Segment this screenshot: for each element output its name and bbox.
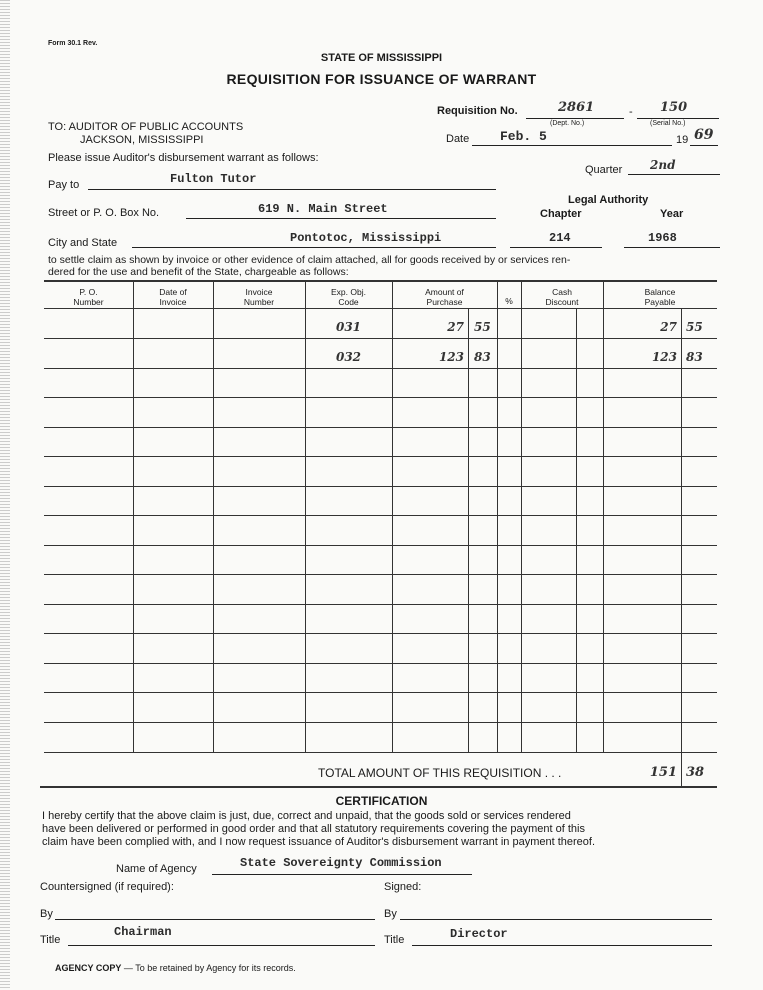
title-line-left <box>68 945 375 946</box>
total-cents: 38 <box>686 765 705 780</box>
legal-authority-title: Legal Authority <box>568 194 649 206</box>
issue-instruction: Please issue Auditor's disbursement warrant as follows: <box>48 152 319 164</box>
dept-no-value: 2861 <box>558 100 595 115</box>
row-amount-cents: 55 <box>474 320 491 334</box>
signed-label: Signed: <box>384 881 422 893</box>
col-divider <box>576 308 577 752</box>
quarter-line <box>628 174 720 175</box>
pay-to-label: Pay to <box>48 179 80 191</box>
year-label: Year <box>660 208 684 220</box>
serial-no-caption: (Serial No.) <box>650 120 686 127</box>
dept-no-line <box>526 118 624 119</box>
form-number: Form 30.1 Rev. <box>48 40 98 47</box>
requisition-label: Requisition No. <box>437 105 518 117</box>
row-line <box>44 397 717 398</box>
by-signature-line-left <box>55 919 375 920</box>
row-line <box>44 663 717 664</box>
dept-no-caption: (Dept. No.) <box>550 120 585 127</box>
city-line <box>132 247 496 248</box>
row-line <box>44 692 717 693</box>
col-divider <box>521 282 522 752</box>
agency-name-value: State Sovereignty Commission <box>240 856 442 870</box>
agency-copy-label: AGENCY COPY <box>55 963 122 973</box>
date-value: Feb. 5 <box>500 129 547 144</box>
total-underline <box>40 786 717 788</box>
row-line <box>44 515 717 516</box>
table-top-border <box>44 280 717 282</box>
row-line <box>44 456 717 457</box>
header-amount-of-purchase: Amount of Purchase <box>425 287 464 307</box>
addressee-line2: JACKSON, MISSISSIPPI <box>80 134 204 146</box>
row-balance-dollars: 27 <box>660 320 677 334</box>
row-amount-cents: 83 <box>474 350 491 364</box>
header-balance-payable: Balance Payable <box>644 287 676 307</box>
row-exp-code: 032 <box>335 350 362 364</box>
row-amount-dollars: 27 <box>447 320 464 334</box>
date-line <box>472 145 672 146</box>
row-balance-dollars: 123 <box>651 350 677 364</box>
header-date-of-invoice: Date of Invoice <box>159 287 187 307</box>
total-label: TOTAL AMOUNT OF THIS REQUISITION . . . <box>318 766 562 780</box>
col-divider <box>468 308 469 752</box>
serial-no-value: 150 <box>660 100 688 115</box>
row-line <box>44 574 717 575</box>
street-label: Street or P. O. Box No. <box>48 207 160 219</box>
title-label-left: Title <box>40 934 61 946</box>
addressee-line1: TO: AUDITOR OF PUBLIC ACCOUNTS <box>48 121 244 133</box>
chapter-value: 214 <box>549 231 571 245</box>
pay-to-line <box>88 189 496 190</box>
agency-name-label: Name of Agency <box>116 863 197 875</box>
header-exp-obj-code: Exp. Obj. Code <box>331 287 366 307</box>
by-label-right: By <box>384 908 397 920</box>
chapter-line <box>510 247 602 248</box>
serial-no-line <box>637 118 719 119</box>
settle-text-line2: dered for the use and benefit of the State, chargeable as follows: <box>48 266 349 278</box>
row-line <box>44 752 717 753</box>
by-label-left: By <box>40 908 53 920</box>
agency-copy-note: — To be retained by Agency for its records. <box>123 963 296 973</box>
title-value-right: Director <box>450 927 508 941</box>
countersigned-label: Countersigned (if required): <box>40 881 174 893</box>
row-line <box>44 604 717 605</box>
row-line <box>44 722 717 723</box>
scan-edge-artifact <box>0 0 10 990</box>
row-amount-dollars: 123 <box>438 350 464 364</box>
city-label: City and State <box>48 237 118 249</box>
form-title: REQUISITION FOR ISSUANCE OF WARRANT <box>226 71 537 87</box>
date-label: Date <box>446 133 470 145</box>
state-heading: STATE OF MISSISSIPPI <box>320 52 443 64</box>
col-divider <box>681 308 682 788</box>
legal-year-value: 1968 <box>648 231 677 245</box>
agency-copy-footer <box>55 963 296 973</box>
year-line <box>690 145 718 146</box>
street-line <box>186 218 496 219</box>
col-divider <box>497 282 498 752</box>
title-label-right: Title <box>384 934 405 946</box>
street-value: 619 N. Main Street <box>258 202 388 216</box>
row-balance-cents: 55 <box>686 320 703 334</box>
header-cash-discount: Cash Discount <box>545 287 579 307</box>
chapter-label: Chapter <box>540 208 582 220</box>
header-invoice-number: Invoice Number <box>243 287 275 307</box>
row-exp-code: 031 <box>335 320 362 334</box>
col-divider <box>133 282 134 752</box>
row-line <box>44 633 717 634</box>
header-po-number: P. O. Number <box>73 287 104 307</box>
quarter-label: Quarter <box>585 164 623 176</box>
certification-title: CERTIFICATION <box>335 794 428 808</box>
row-line <box>44 486 717 487</box>
header-percent: % <box>505 296 513 306</box>
table-header-border <box>44 308 717 309</box>
quarter-value: 2nd <box>650 158 676 172</box>
title-value-left: Chairman <box>114 925 172 939</box>
total-dollars: 151 <box>649 765 677 780</box>
row-line <box>44 368 717 369</box>
requisition-dash: - <box>629 106 633 118</box>
col-divider <box>213 282 214 752</box>
year-suffix: 69 <box>694 127 714 143</box>
by-signature-line-right <box>400 919 712 920</box>
pay-to-value: Fulton Tutor <box>170 172 257 186</box>
settle-text-line1: to settle claim as shown by invoice or other evidence of claim attached, all for goods received by or services ren- <box>48 254 571 266</box>
year-prefix: 19 <box>676 134 689 146</box>
certification-line3: claim have been complied with, and I now request issuance of Auditor's disbursement warrant in payment thereof. <box>42 836 596 848</box>
row-line <box>44 545 717 546</box>
row-line <box>44 427 717 428</box>
row-balance-cents: 83 <box>686 350 703 364</box>
city-value: Pontotoc, Mississippi <box>290 231 442 245</box>
legal-year-line <box>624 247 720 248</box>
certification-line1: I hereby certify that the above claim is just, due, correct and unpaid, that the goods sold or services rendered <box>42 810 571 822</box>
title-line-right <box>412 945 712 946</box>
agency-name-line <box>212 874 472 875</box>
row-line <box>44 338 717 339</box>
certification-line2: have been delivered or performed in good order and that all statutory requirements covering the payment of this <box>42 823 585 835</box>
